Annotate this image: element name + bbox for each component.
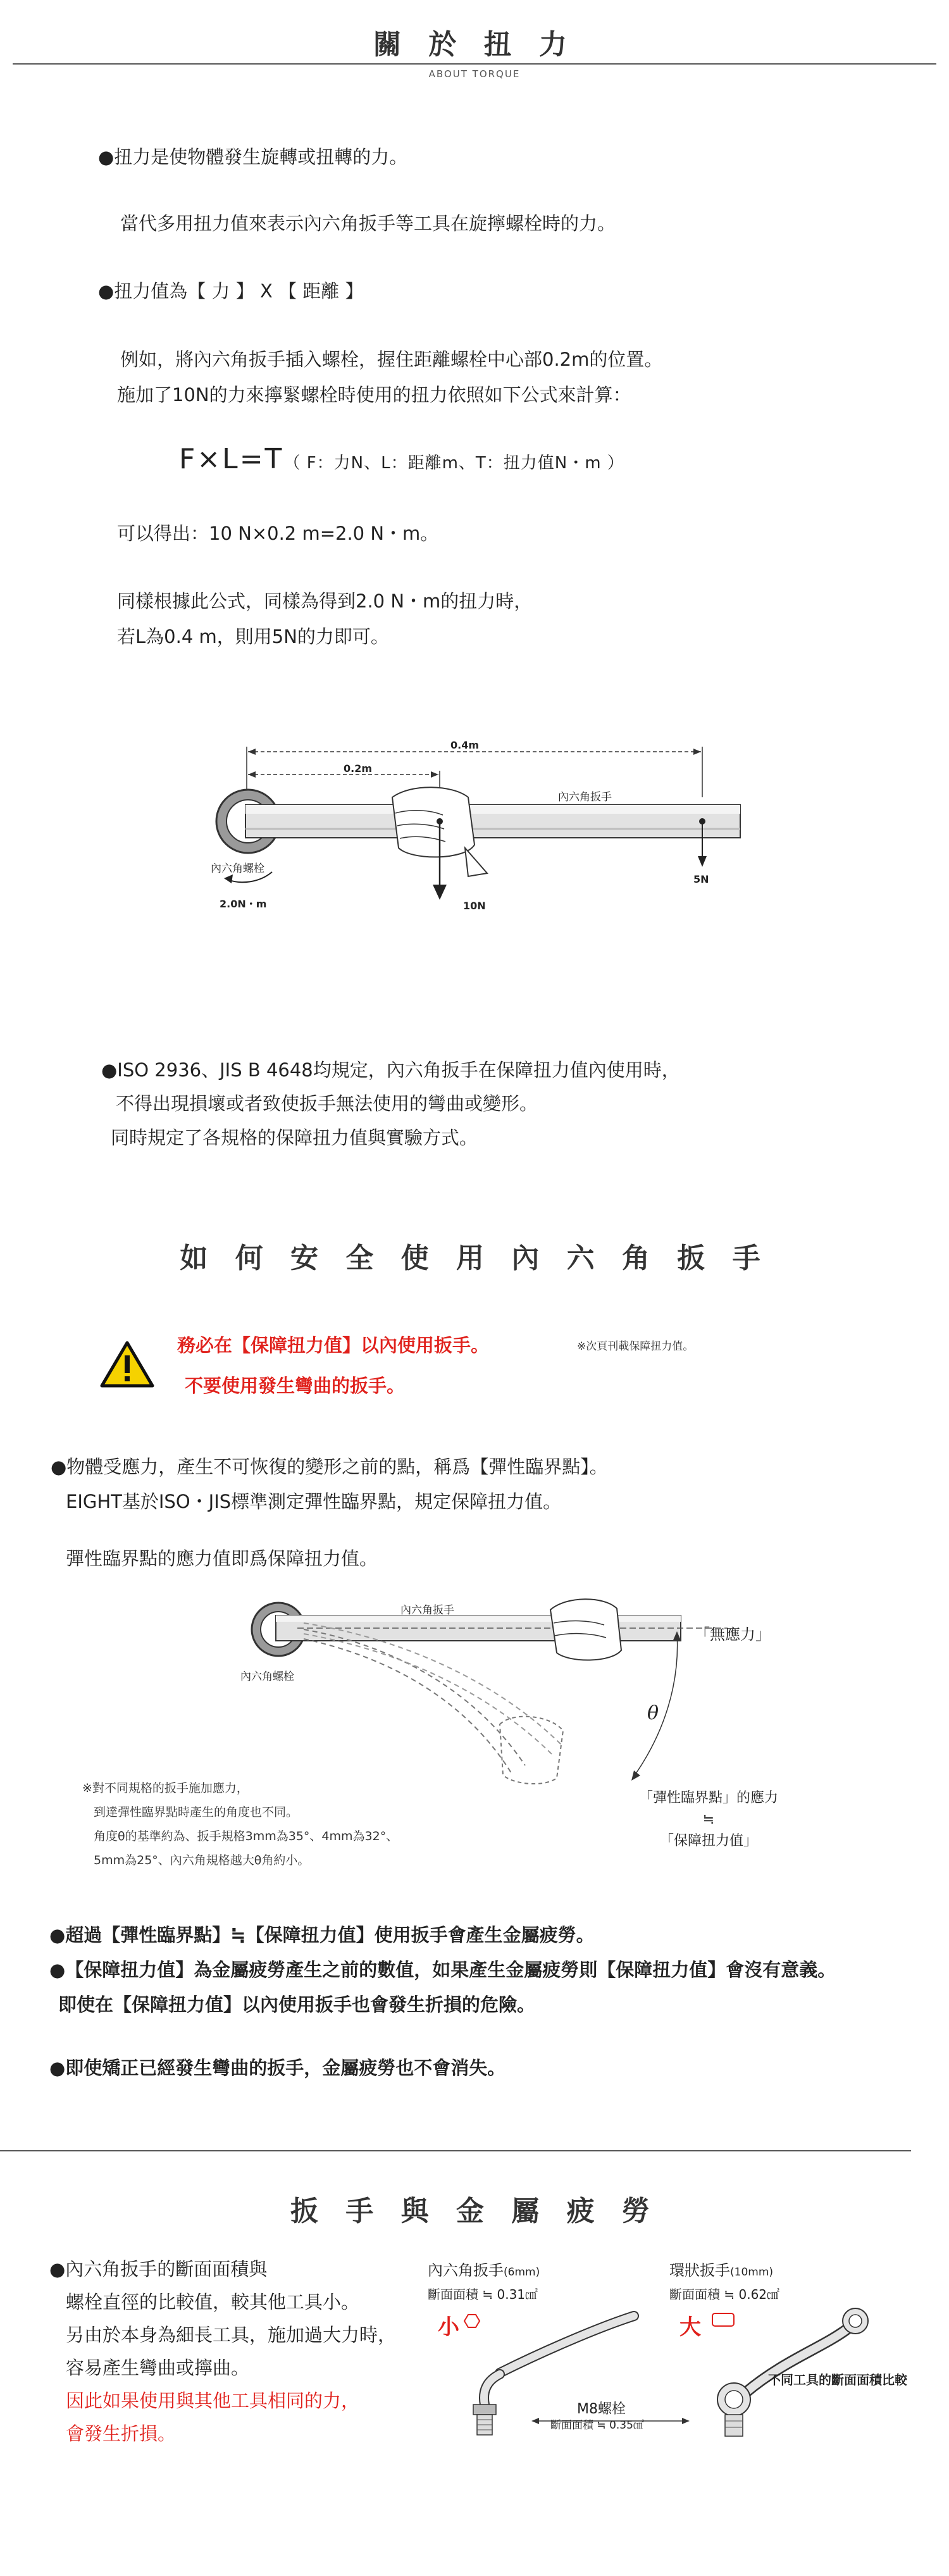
torque-diagram bbox=[202, 734, 772, 924]
torque-usage: 當代多用扭力值來表示內六角扳手等工具在旋擰螺栓時的力。 bbox=[120, 213, 616, 234]
iso-line-2: 不得出現損壞或者致使扳手無法使用的彎曲或變形。 bbox=[116, 1093, 538, 1114]
elastic-limit-line-3: 彈性臨界點的應力值即爲保障扭力值。 bbox=[66, 1548, 378, 1569]
elastic-limit-label-1: 「彈性臨界點」的應力 bbox=[639, 1790, 779, 1806]
warning-line-2: 不要使用發生彎曲的扳手。 bbox=[185, 1375, 406, 1397]
section-title-safe-use: 如 何 安 全 使 用 內 六 角 扳 手 bbox=[180, 1242, 769, 1274]
bolt-label: 內六角螺栓 bbox=[211, 862, 264, 875]
warning-line-1: 務必在【保障扭力值】以內使用扳手。 bbox=[177, 1335, 490, 1356]
fatigue-point-2: ●【保障扭力值】為金屬疲勞產生之前的數值，如果產生金屬疲勞則【保障扭力值】會沒有意義。 bbox=[49, 1959, 836, 1981]
bending-diagram bbox=[234, 1595, 753, 1810]
formula-note: （ F：力N、L：距離m、T：扭力值N・m ） bbox=[283, 454, 624, 473]
elastic-limit-line-1: ●物體受應力，產生不可恢復的變形之前的點，稱爲【彈性臨界點】。 bbox=[51, 1456, 608, 1478]
elastic-limit-label-3: 「保障扭力值」 bbox=[659, 1833, 757, 1849]
iso-line-3: 同時規定了各規格的保障扭力值與實驗方式。 bbox=[111, 1127, 478, 1148]
big-label: 大 bbox=[679, 2315, 701, 2340]
theta-label: θ bbox=[647, 1702, 659, 1724]
angle-note-4: 5mm為25°、內六角規格越大θ角約小。 bbox=[94, 1853, 310, 1867]
fatigue-text-3: 另由於本身為細長工具，施加過大力時， bbox=[66, 2324, 397, 2346]
wrench-label: 內六角扳手 bbox=[558, 791, 612, 804]
fatigue-point-3: 即使在【保障扭力值】以內使用扳手也會發生折損的危險。 bbox=[58, 1994, 536, 2015]
elastic-limit-line-2: EIGHT基於ISO・JIS標準測定彈性臨界點，規定保障扭力值。 bbox=[66, 1491, 562, 1512]
bolt-m8-label: M8螺栓 bbox=[577, 2401, 626, 2417]
alt-line-1: 同樣根據此公式，同樣為得到2.0 N・m的扭力時， bbox=[117, 590, 533, 612]
example-line-2: 施加了10N的力來擰緊螺栓時使用的扭力依照如下公式來計算： bbox=[117, 384, 631, 406]
no-stress-label: 「無應力」 bbox=[695, 1626, 771, 1643]
fatigue-text-4: 容易產生彎曲或擰曲。 bbox=[66, 2357, 250, 2379]
angle-note-2: 到達彈性臨界點時產生的角度也不同。 bbox=[94, 1805, 299, 1819]
formula-main: F×L=T bbox=[179, 443, 284, 475]
example-line-1: 例如，將內六角扳手插入螺栓，握住距離螺栓中心部0.2m的位置。 bbox=[120, 349, 663, 370]
ring-wrench-title bbox=[669, 2258, 773, 2280]
torque-formula-text: ●扭力值為【 力 】 X 【 距離 】 bbox=[98, 280, 364, 302]
section-subtitle: ABOUT TORQUE bbox=[428, 68, 521, 80]
comparison-caption: 不同工具的斷面面積比較 bbox=[768, 2372, 907, 2387]
bolt-area-label: 斷面面積 ≒ 0.35㎠ bbox=[550, 2419, 644, 2432]
warning-icon bbox=[100, 1340, 154, 1388]
hex-area-label: 斷面面積 ≒ 0.31㎠ bbox=[428, 2287, 538, 2302]
section-title-about-torque: 關 於 扭 力 bbox=[373, 28, 576, 61]
ring-area-label: 斷面面積 ≒ 0.62㎠ bbox=[669, 2287, 780, 2302]
bend-wrench-label: 內六角扳手 bbox=[400, 1604, 454, 1617]
formula bbox=[179, 443, 624, 475]
angle-note-3: 角度θ的基準約為、扳手規格3mm為35°、4mm為32°、 bbox=[94, 1829, 399, 1843]
fatigue-warning-2: 會發生折損。 bbox=[66, 2423, 177, 2444]
torque-label: 2.0N・m bbox=[220, 898, 267, 910]
ring-wrench-name: 環狀扳手 bbox=[669, 2262, 730, 2279]
iso-line-1: ●ISO 2936、JIS B 4648均規定，內六角扳手在保障扭力值內使用時， bbox=[101, 1059, 680, 1081]
small-label: 小 bbox=[438, 2315, 459, 2340]
dim-short-label: 0.2m bbox=[344, 762, 373, 775]
fatigue-text-2: 螺栓直徑的比較值，較其他工具小。 bbox=[66, 2291, 360, 2313]
bend-bolt-label: 內六角螺栓 bbox=[240, 1671, 294, 1683]
force-10n-label: 10N bbox=[463, 900, 486, 912]
result-line: 可以得出：10 N×0.2 m=2.0 N・m。 bbox=[117, 523, 439, 544]
fatigue-point-4: ●即使矯正已經發生彎曲的扳手，金屬疲勞也不會消失。 bbox=[49, 2057, 506, 2079]
ring-wrench-size: (10mm) bbox=[730, 2266, 774, 2279]
hex-wrench-name: 內六角扳手 bbox=[428, 2262, 504, 2279]
fatigue-point-1: ●超過【彈性臨界點】≒【保障扭力值】使用扳手會產生金屬疲勞。 bbox=[49, 1924, 595, 1946]
elastic-limit-label bbox=[639, 1788, 778, 1852]
hex-wrench-title bbox=[428, 2258, 540, 2280]
section-title-metal-fatigue: 扳 手 與 金 屬 疲 勞 bbox=[290, 2195, 659, 2227]
fatigue-warning-1: 因此如果使用與其他工具相同的力， bbox=[66, 2390, 360, 2411]
force-5n-label: 5N bbox=[693, 873, 709, 885]
section-divider bbox=[0, 2150, 911, 2151]
hex-wrench-size: (6mm) bbox=[504, 2266, 540, 2279]
title-rule bbox=[13, 63, 936, 65]
dim-long-label: 0.4m bbox=[450, 739, 480, 751]
warning-note: ※次頁刊載保障扭力值。 bbox=[577, 1340, 694, 1353]
fatigue-text-1: ●內六角扳手的斷面面積與 bbox=[49, 2258, 268, 2280]
elastic-limit-label-2: ≒ bbox=[702, 1812, 715, 1827]
torque-definition: ●扭力是使物體發生旋轉或扭轉的力。 bbox=[98, 146, 408, 168]
angle-note-1: ※對不同規格的扳手施加應力， bbox=[82, 1781, 249, 1795]
alt-line-2: 若L為0.4 m，則用5N的力即可。 bbox=[117, 626, 389, 647]
